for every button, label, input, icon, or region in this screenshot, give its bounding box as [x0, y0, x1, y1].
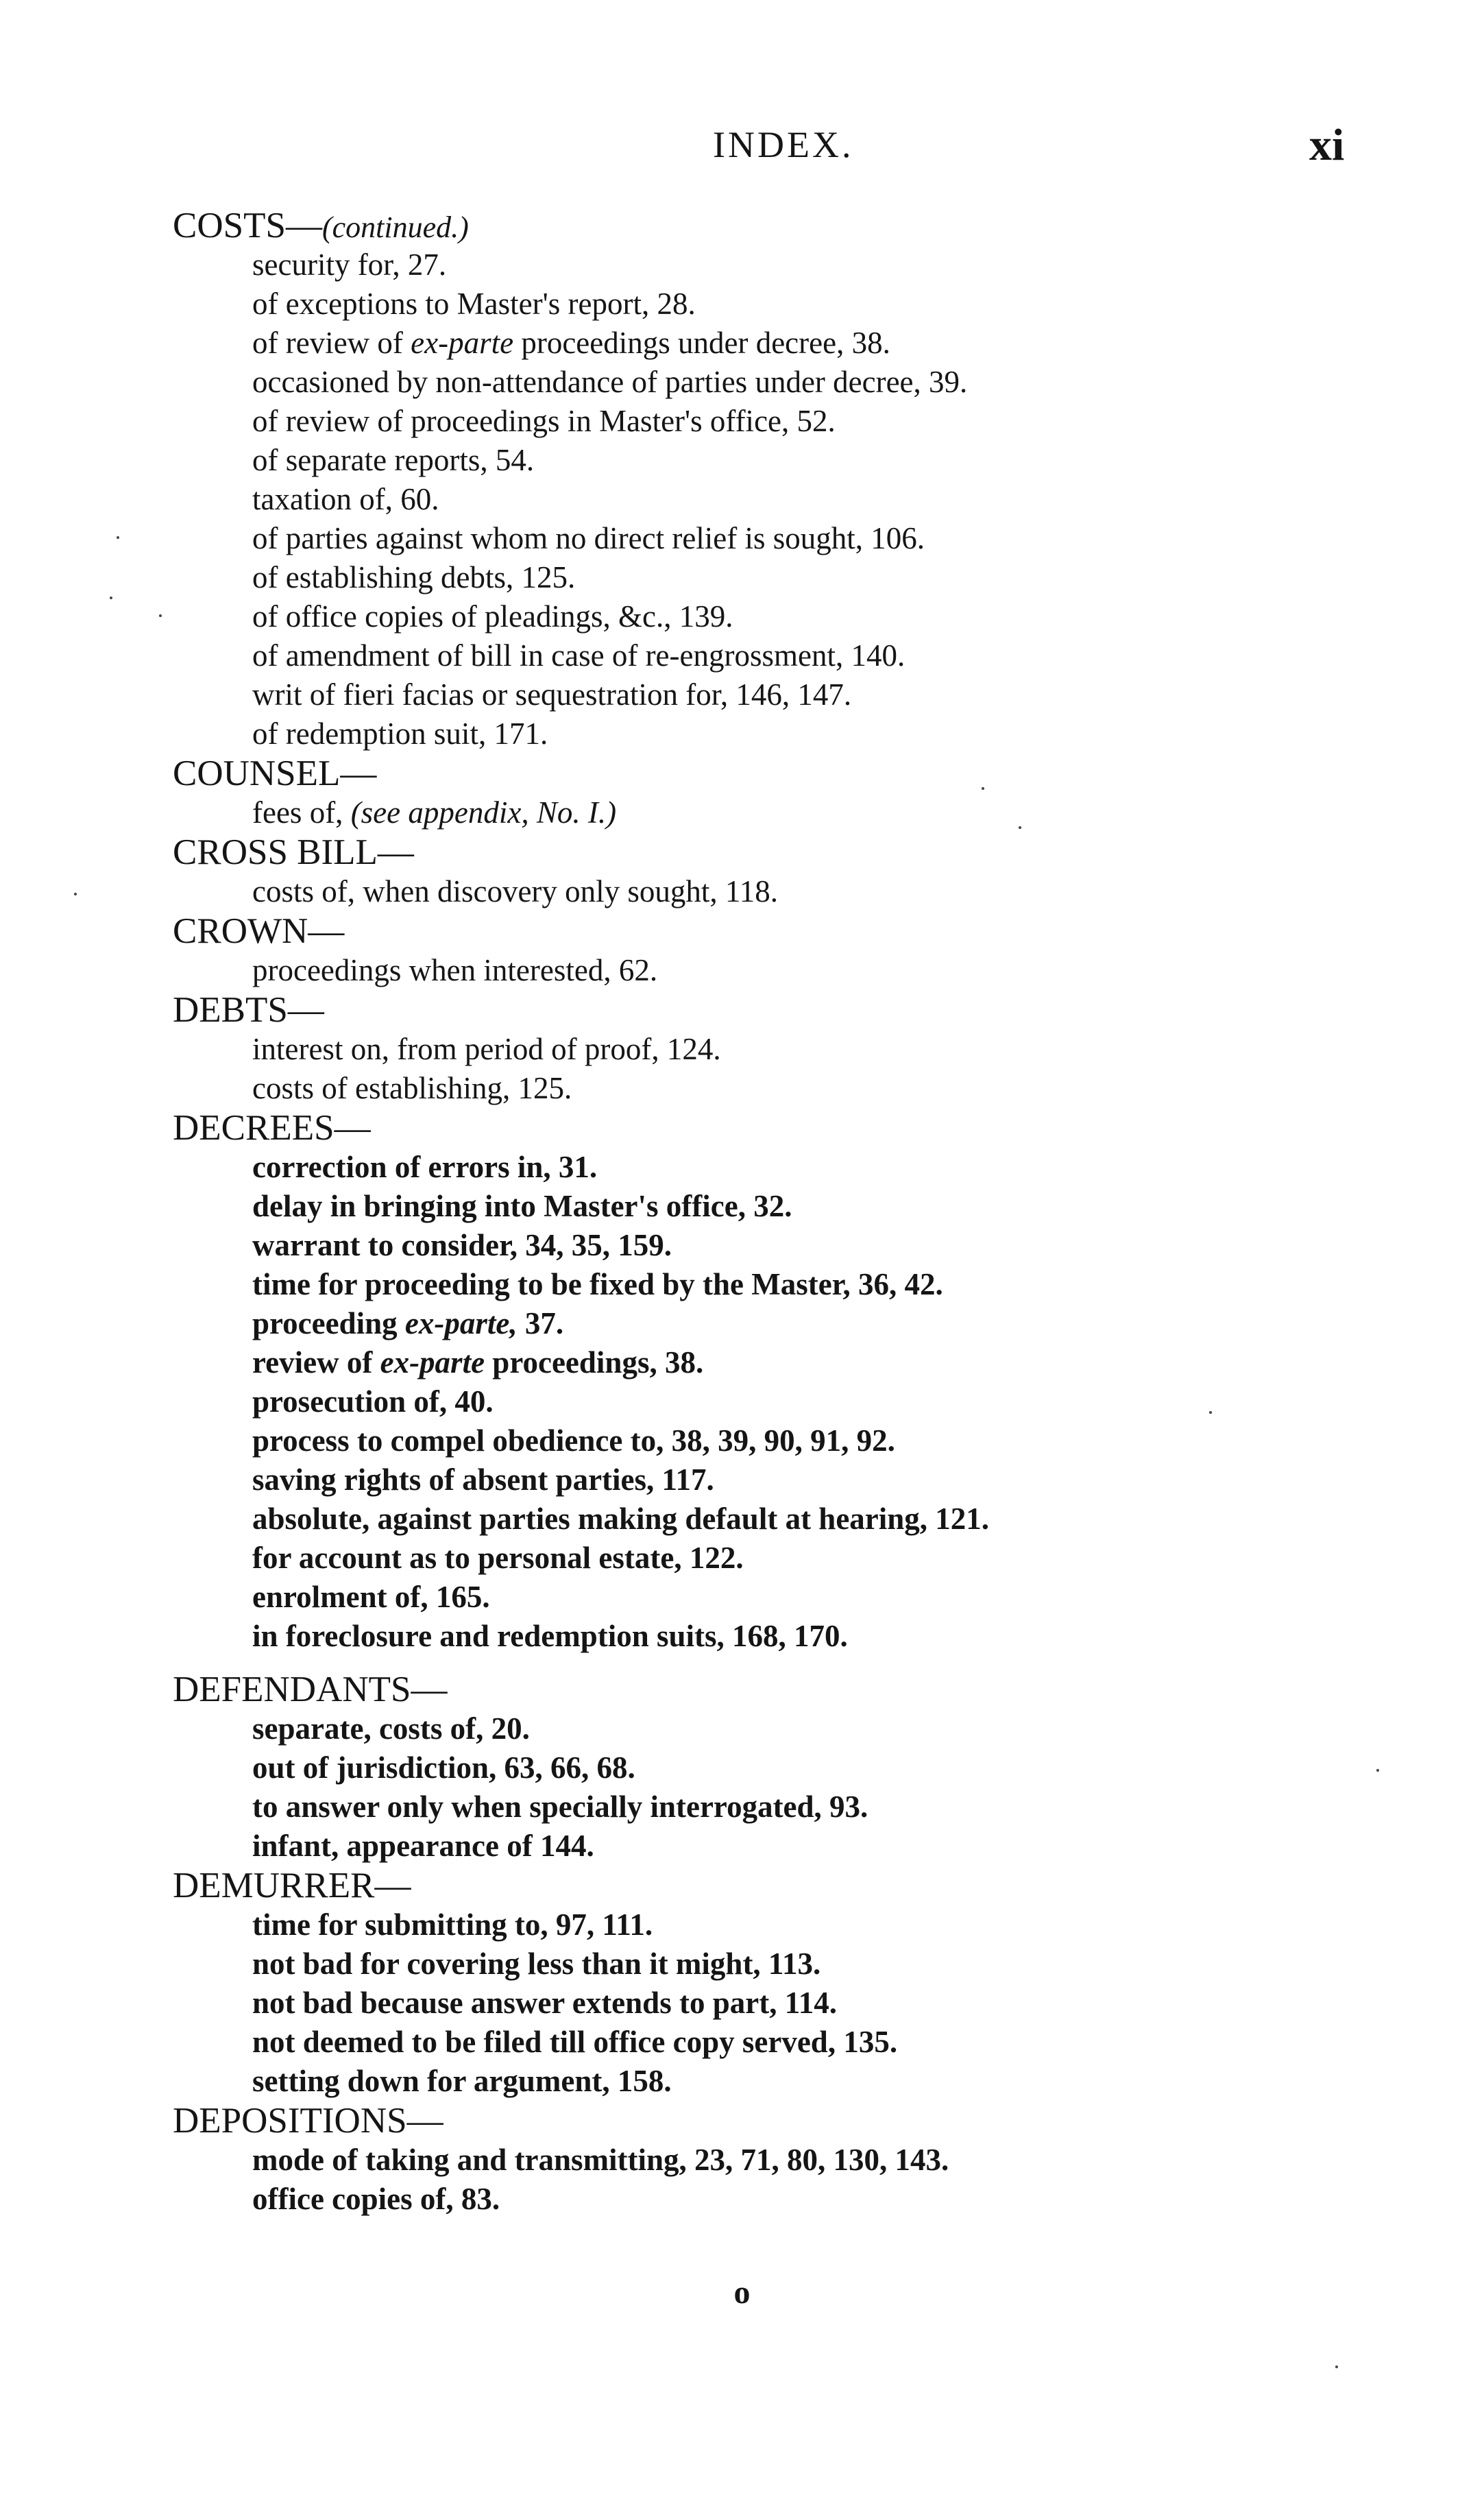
sub-entry: setting down for argument, 158.: [252, 2064, 672, 2098]
index-entry: [0, 206, 1484, 754]
sub-entry: costs of, when discovery only sought, 118.: [252, 874, 778, 908]
sub-entry: mode of taking and transmitting, 23, 71, 80, 130, 143.: [252, 2143, 949, 2177]
sub-entry-text: 37.: [517, 1306, 564, 1340]
index-entry: [0, 911, 1484, 990]
sub-entry: taxation of, 60.: [252, 482, 439, 516]
sub-entry: prosecution of, 40.: [252, 1384, 494, 1419]
sub-entry: infant, appearance of 144.: [252, 1829, 594, 1863]
entry-heading: [0, 754, 1484, 793]
page-number: xi: [1309, 120, 1345, 170]
sub-entry: not bad for covering less than it might, 113.: [252, 1947, 821, 1981]
sub-entry-italic: ex-parte: [380, 1345, 485, 1380]
sub-entry: [0, 324, 1484, 363]
sub-entry: interest on, from period of proof, 124.: [252, 1032, 721, 1066]
sub-entry: of separate reports, 54.: [252, 443, 535, 477]
print-speck: [110, 597, 112, 599]
sub-entry-text: review of: [252, 1345, 380, 1380]
sub-entry-text: of review of: [252, 326, 411, 360]
entry-heading: [0, 1866, 1484, 1905]
sub-entry: of establishing debts, 125.: [252, 560, 576, 594]
print-speck: [1335, 2365, 1338, 2368]
sub-entry: warrant to consider, 34, 35, 159.: [252, 1228, 672, 1262]
sub-entry: [0, 1343, 1484, 1382]
sub-entry: not bad because answer extends to part, 114.: [252, 1986, 837, 2020]
entry-heading: [0, 2101, 1484, 2141]
entry-heading-text: DEBTS—: [173, 990, 324, 1030]
sub-entry: for account as to personal estate, 122.: [252, 1541, 744, 1575]
running-head: INDEX.: [713, 124, 854, 165]
sub-entry-text: proceedings, 38.: [485, 1345, 704, 1380]
sub-entry: saving rights of absent parties, 117.: [252, 1462, 714, 1497]
entry-heading-text: DECREES—: [173, 1108, 371, 1148]
sub-entry: time for submitting to, 97, 111.: [252, 1907, 653, 1942]
sub-entry: office copies of, 83.: [252, 2182, 500, 2216]
sub-entry: occasioned by non-attendance of parties under decree, 39.: [252, 365, 968, 399]
sub-entry: of redemption suit, 171.: [252, 717, 548, 751]
sub-entry: enrolment of, 165.: [252, 1580, 490, 1614]
sub-entry-italic: ex-parte,: [404, 1306, 518, 1340]
index-entry: [0, 2101, 1484, 2219]
sub-entry: proceedings when interested, 62.: [252, 953, 658, 987]
signature-mark: o: [733, 2274, 751, 2311]
sub-entry-text: proceedings under decree, 38.: [513, 326, 890, 360]
sub-entry-italic: ex-parte: [411, 326, 514, 360]
sub-entry: of exceptions to Master's report, 28.: [252, 287, 696, 321]
print-speck: [1019, 826, 1021, 829]
sub-entry: security for, 27.: [252, 248, 447, 282]
print-speck: [982, 787, 984, 790]
entry-heading-continued: (continued.): [321, 210, 469, 244]
entry-heading: [0, 832, 1484, 872]
print-speck: [74, 893, 77, 895]
sub-entry: absolute, against parties making default at hearing, 121.: [252, 1502, 990, 1536]
sub-entry: to answer only when specially interrogated, 93.: [252, 1790, 868, 1824]
sub-entry: of review of proceedings in Master's office, 52.: [252, 404, 836, 438]
sub-entry: time for proceeding to be fixed by the Master, 36, 42.: [252, 1267, 943, 1301]
index-entry: [0, 754, 1484, 832]
index-entry: [0, 1108, 1484, 1656]
entry-heading-text: DEFENDANTS—: [173, 1670, 448, 1709]
entry-heading-text: CROWN—: [173, 911, 345, 951]
entry-heading-text: COUNSEL—: [173, 754, 377, 793]
entry-heading-text: CROSS BILL—: [173, 832, 414, 872]
page-header: [0, 120, 1484, 178]
sub-entry-italic: (see appendix, No. I.): [350, 795, 617, 830]
index-entry: [0, 1670, 1484, 1866]
index-entry: [0, 990, 1484, 1108]
sub-entry-text: fees of,: [252, 795, 351, 830]
sub-entry: delay in bringing into Master's office, 32.: [252, 1189, 792, 1223]
sub-entry: costs of establishing, 125.: [252, 1071, 572, 1105]
sub-entry: correction of errors in, 31.: [252, 1150, 598, 1184]
index-entry: [0, 1866, 1484, 2101]
sub-entry: of office copies of pleadings, &c., 139.: [252, 599, 733, 634]
entry-heading: [0, 911, 1484, 951]
sub-entry: in foreclosure and redemption suits, 168, 170.: [252, 1619, 848, 1653]
sub-entry-text: proceeding: [252, 1306, 405, 1340]
entry-heading: [0, 206, 1484, 245]
index-entry: [0, 832, 1484, 911]
sub-entry: out of jurisdiction, 63, 66, 68.: [252, 1750, 635, 1785]
sub-entry: of amendment of bill in case of re-engrossment, 140.: [252, 638, 905, 673]
print-speck: [159, 614, 162, 617]
entry-heading-text: COSTS—: [173, 206, 322, 245]
sub-entry: process to compel obedience to, 38, 39, 90, 91, 92.: [252, 1423, 895, 1458]
print-speck: [117, 536, 119, 539]
sub-entry: writ of fieri facias or sequestration for, 146, 147.: [252, 677, 852, 712]
sub-entry: [0, 793, 1484, 832]
sub-entry: not deemed to be filed till office copy served, 135.: [252, 2025, 898, 2059]
index-body: [0, 206, 1484, 2219]
entry-heading: [0, 1670, 1484, 1709]
entry-heading-text: DEPOSITIONS—: [173, 2101, 443, 2141]
sub-entry: of parties against whom no direct relief is sought, 106.: [252, 521, 925, 555]
entry-heading: [0, 1108, 1484, 1148]
entry-heading: [0, 990, 1484, 1030]
sub-entry: [0, 1304, 1484, 1343]
entry-heading-text: DEMURRER—: [173, 1866, 411, 1905]
sub-entry: separate, costs of, 20.: [252, 1711, 530, 1746]
print-speck: [1209, 1411, 1212, 1414]
print-speck: [1376, 1769, 1379, 1772]
